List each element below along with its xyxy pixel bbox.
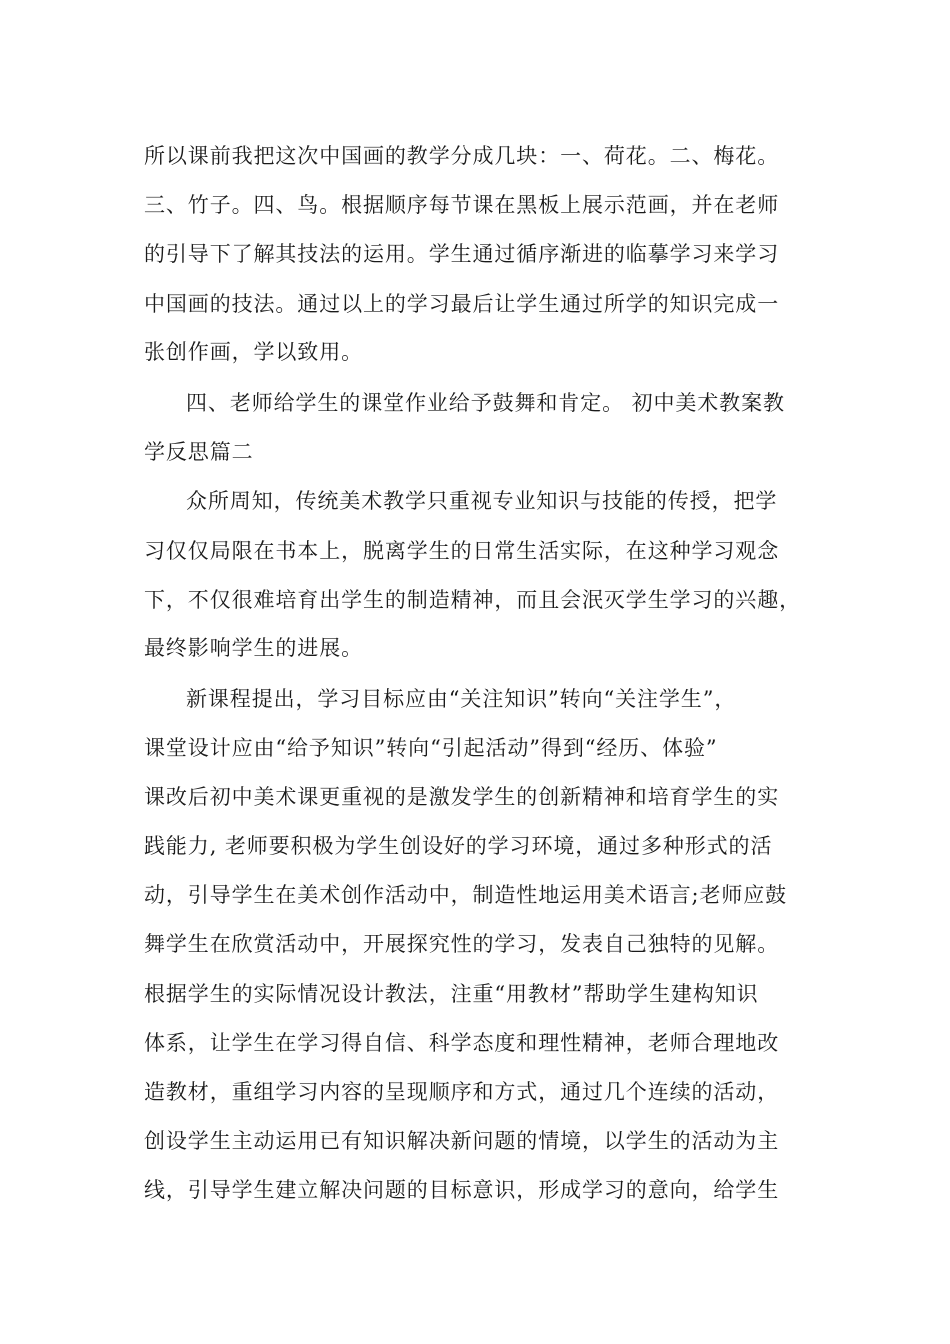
section-heading: 四、老师给学生的课堂作业给予鼓舞和肯定。 初中美术教案教 bbox=[186, 391, 785, 415]
text-line: 下，不仅很难培育出学生的制造精神，而且会泯灭学生学习的兴趣， bbox=[144, 588, 801, 612]
text-line: 三、竹子。四、鸟。根据顺序每节课在黑板上展示范画，并在老师 bbox=[144, 193, 780, 217]
text-line: 根据学生的实际情况设计教法，注重“用教材”帮助学生建构知识 bbox=[144, 982, 759, 1006]
text-line: 习仅仅局限在书本上，脱离学生的日常生活实际，在这种学习观念 bbox=[144, 539, 780, 563]
text-line: 最终影响学生的进展。 bbox=[144, 636, 363, 660]
text-line: 创设学生主动运用已有知识解决新问题的情境，以学生的活动为主 bbox=[144, 1129, 780, 1153]
text-line: 张创作画，学以致用。 bbox=[144, 340, 363, 364]
text-line: 体系，让学生在学习得自信、科学态度和理性精神，老师合理地改 bbox=[144, 1031, 780, 1055]
paragraph-start: 新课程提出，学习目标应由“关注知识”转向“关注学生”， bbox=[186, 687, 737, 711]
text-line: 践能力, 老师要积极为学生创设好的学习环境，通过多种形式的活 bbox=[144, 834, 773, 858]
text-line: 动，引导学生在美术创作活动中，制造性地运用美术语言;老师应鼓 bbox=[144, 883, 788, 907]
paragraph-start: 众所周知，传统美术教学只重视专业知识与技能的传授，把学 bbox=[186, 489, 778, 513]
text-line: 造教材，重组学习内容的呈现顺序和方式，通过几个连续的活动， bbox=[144, 1080, 780, 1104]
text-line: 的引导下了解其技法的运用。学生通过循序渐进的临摹学习来学习 bbox=[144, 242, 780, 266]
text-line: 中国画的技法。通过以上的学习最后让学生通过所学的知识完成一 bbox=[144, 292, 780, 316]
text-line: 课堂设计应由“给予知识”转向“引起活动”得到“经历、体验” bbox=[144, 736, 718, 760]
section-heading-continued: 学反思篇二 bbox=[144, 440, 254, 464]
text-line: 线，引导学生建立解决问题的目标意识，形成学习的意向，给学生 bbox=[144, 1178, 780, 1202]
text-line: 舞学生在欣赏活动中，开展探究性的学习，发表自己独特的见解。 bbox=[144, 932, 780, 956]
text-line: 所以课前我把这次中国画的教学分成几块：一、荷花。二、梅花。 bbox=[144, 144, 780, 168]
text-line: 课改后初中美术课更重视的是激发学生的创新精神和培育学生的实 bbox=[144, 785, 780, 809]
